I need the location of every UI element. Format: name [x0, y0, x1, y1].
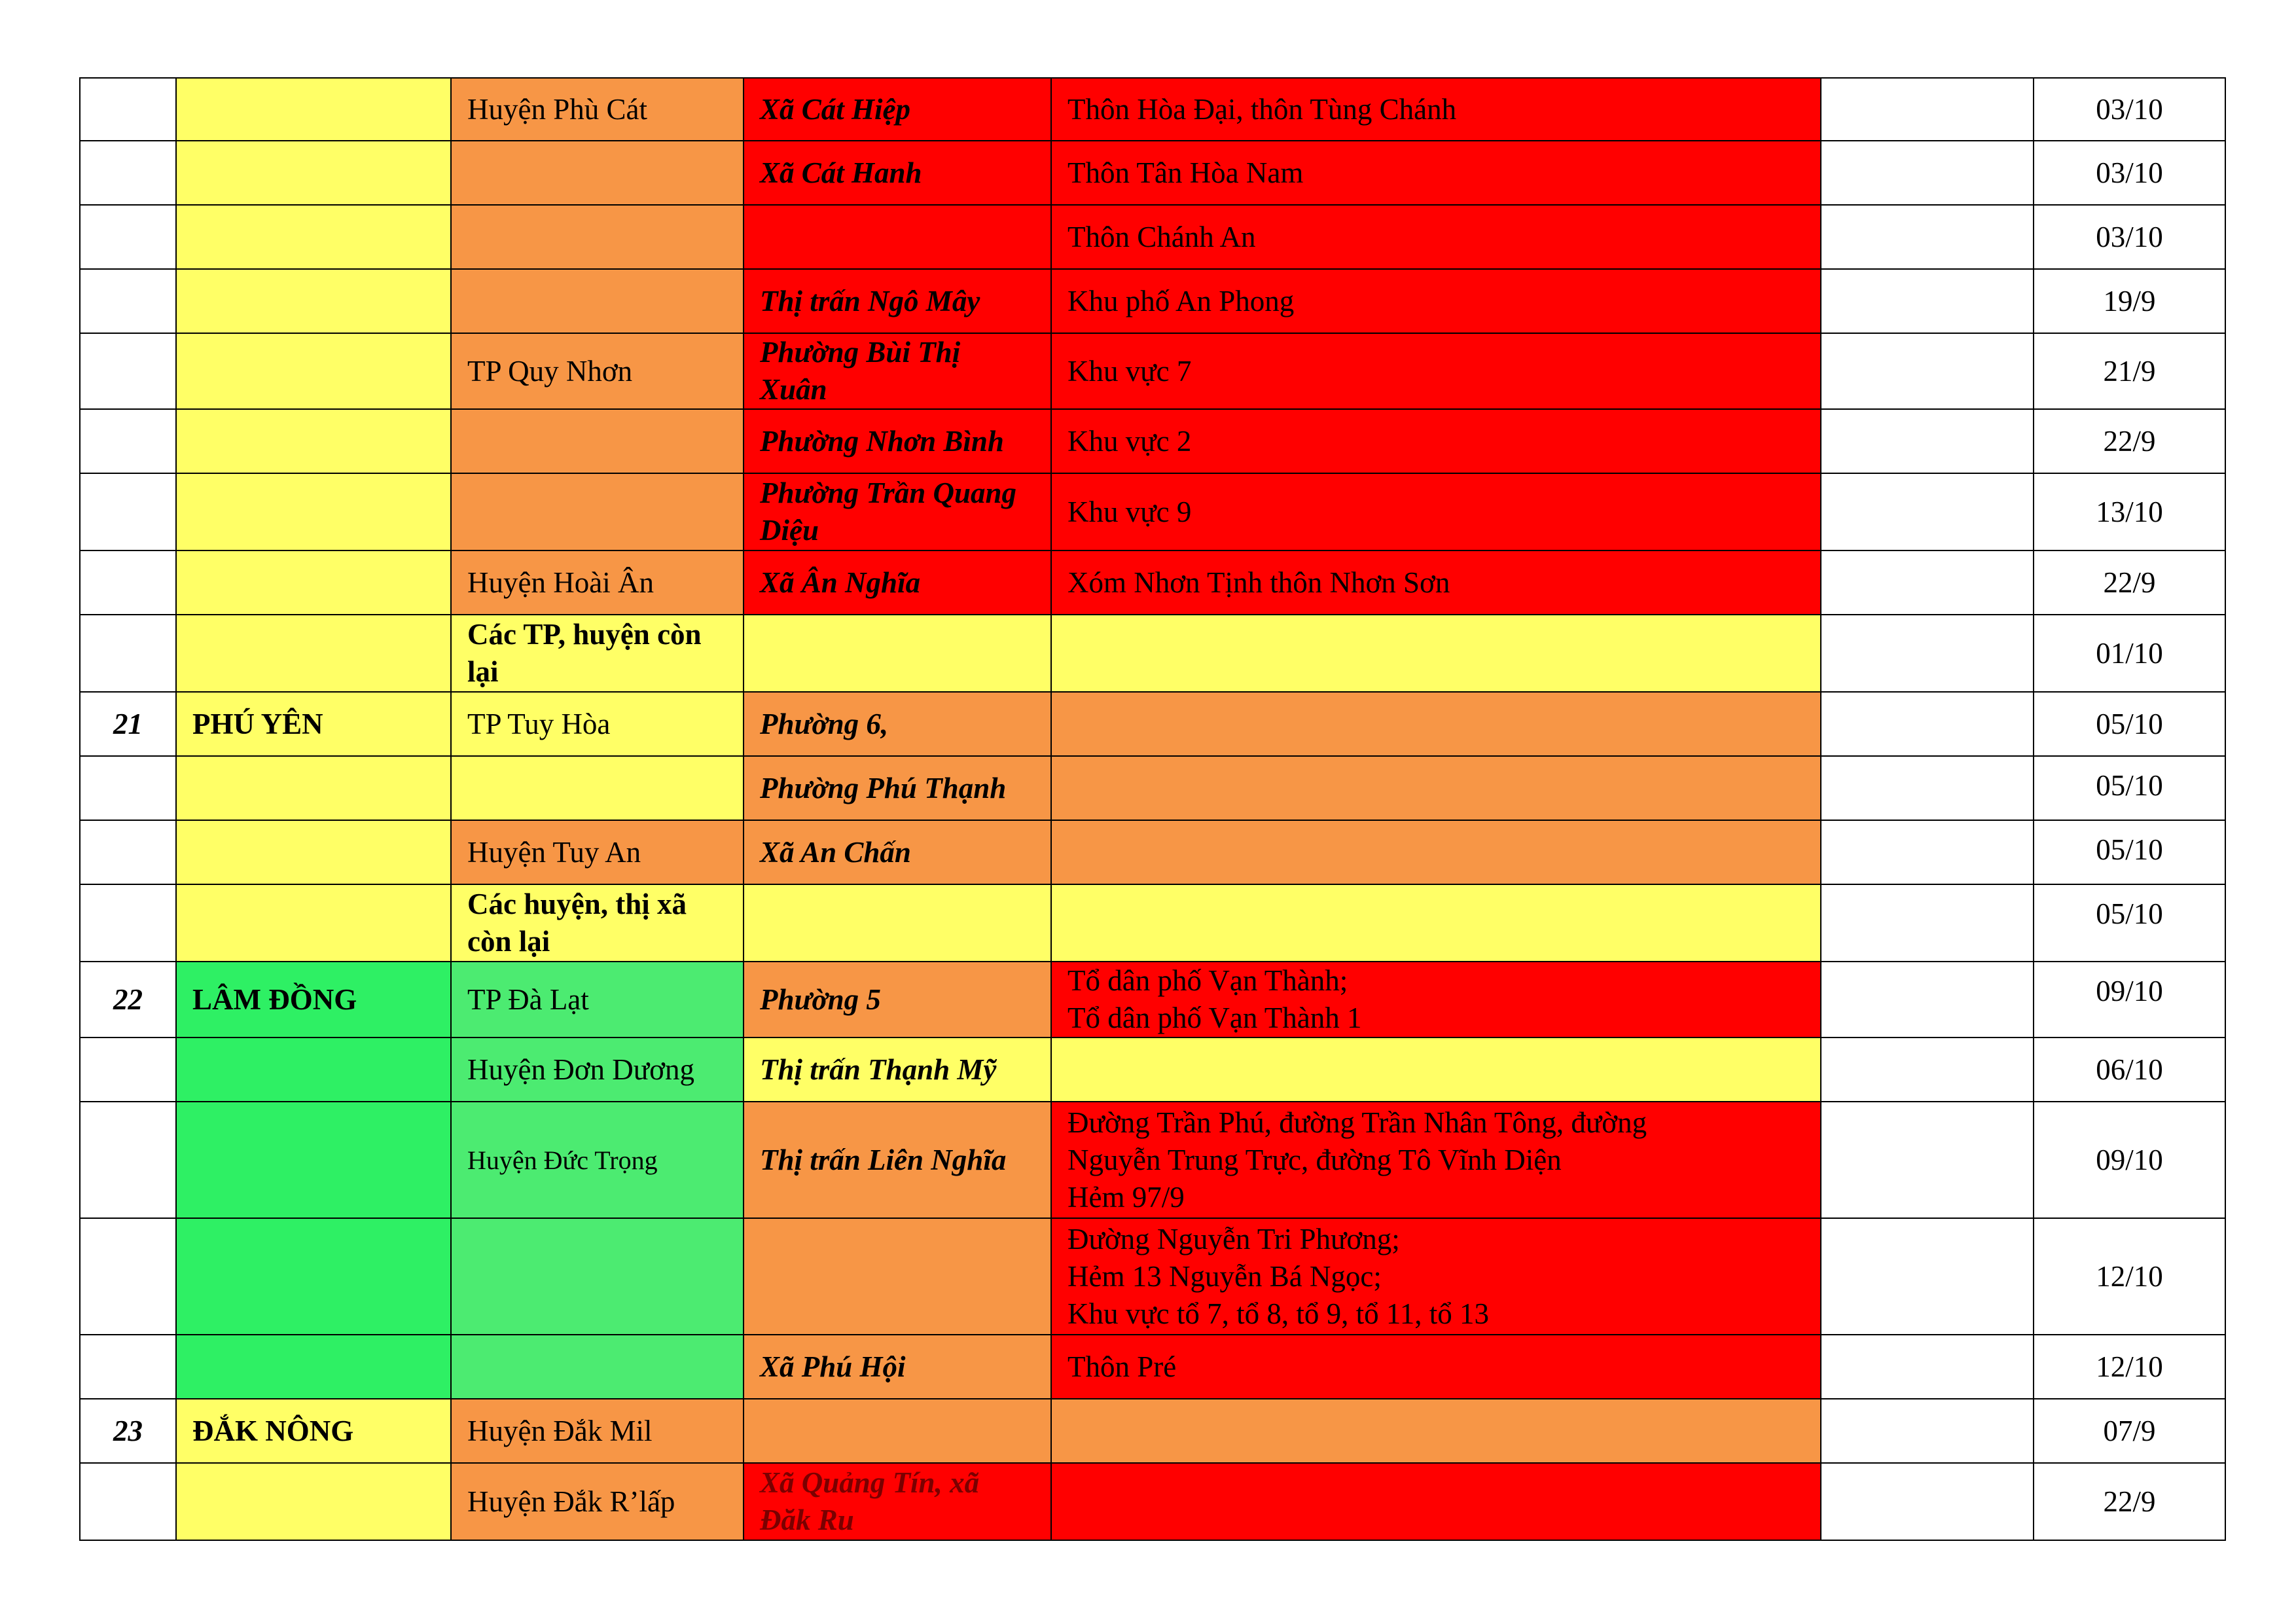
date-cell: 03/10	[2034, 141, 2225, 205]
hamlet-line: Đường Trần Phú, đường Trần Nhân Tông, đường	[1067, 1106, 1647, 1139]
province-cell: ĐẮK NÔNG	[176, 1399, 451, 1463]
hamlet-cell	[1051, 1399, 1821, 1463]
note-cell	[1821, 1218, 2034, 1335]
province-cell	[176, 884, 451, 962]
stt-cell: 23	[80, 1399, 176, 1463]
commune-cell: Thị trấn Liên Nghĩa	[744, 1102, 1051, 1218]
hamlet-cell	[1051, 692, 1821, 756]
note-cell	[1821, 1463, 2034, 1540]
commune-cell	[744, 205, 1051, 269]
commune-cell: Phường 5	[744, 962, 1051, 1038]
note-cell	[1821, 1399, 2034, 1463]
hamlet-cell	[1051, 1218, 1821, 1335]
district-cell: Huyện Đắk R’lấp	[451, 1463, 744, 1540]
stt-cell	[80, 615, 176, 692]
province-cell	[176, 615, 451, 692]
table-row	[80, 1102, 2225, 1218]
note-cell	[1821, 409, 2034, 473]
hamlet-cell	[1051, 820, 1821, 884]
province-cell	[176, 205, 451, 269]
date-cell: 22/9	[2034, 550, 2225, 615]
commune-cell: Xã Cát Hiệp	[744, 78, 1051, 141]
hamlet-line: Khu vực 2	[1067, 424, 1192, 458]
note-cell	[1821, 1335, 2034, 1399]
district-cell: Các huyện, thị xã còn lại	[451, 884, 744, 962]
note-cell	[1821, 473, 2034, 550]
hamlet-cell	[1051, 615, 1821, 692]
note-cell	[1821, 205, 2034, 269]
hamlet-cell	[1051, 333, 1821, 409]
table-row	[80, 141, 2225, 205]
table-row	[80, 820, 2225, 884]
hamlet-cell	[1051, 550, 1821, 615]
table-row	[80, 205, 2225, 269]
date-cell: 05/10	[2034, 820, 2225, 884]
district-cell	[451, 205, 744, 269]
commune-cell: Xã Cát Hanh	[744, 141, 1051, 205]
table-row	[80, 884, 2225, 962]
hamlet-cell	[1051, 473, 1821, 550]
province-cell	[176, 550, 451, 615]
hamlet-line: Tổ dân phố Vạn Thành;	[1067, 964, 1348, 997]
date-cell: 03/10	[2034, 205, 2225, 269]
hamlet-line: Khu vực 7	[1067, 354, 1192, 388]
hamlet-line: Thôn Pré	[1067, 1350, 1177, 1383]
date-cell: 05/10	[2034, 692, 2225, 756]
table-row	[80, 1218, 2225, 1335]
table-row	[80, 550, 2225, 615]
date-cell: 07/9	[2034, 1399, 2225, 1463]
province-cell	[176, 1218, 451, 1335]
hamlet-line: Hẻm 13 Nguyễn Bá Ngọc;	[1067, 1259, 1382, 1293]
hamlet-line: Thôn Tân Hòa Nam	[1067, 156, 1304, 189]
note-cell	[1821, 333, 2034, 409]
date-cell: 09/10	[2034, 962, 2225, 1038]
district-cell	[451, 269, 744, 333]
district-cell: Huyện Phù Cát	[451, 78, 744, 141]
hamlet-cell	[1051, 141, 1821, 205]
district-cell: TP Đà Lạt	[451, 962, 744, 1038]
note-cell	[1821, 269, 2034, 333]
table-row	[80, 1038, 2225, 1102]
commune-cell: Phường 6,	[744, 692, 1051, 756]
table-row	[80, 962, 2225, 1038]
hamlet-cell	[1051, 1038, 1821, 1102]
stt-cell	[80, 141, 176, 205]
note-cell	[1821, 615, 2034, 692]
district-cell: Huyện Tuy An	[451, 820, 744, 884]
table-row	[80, 1399, 2225, 1463]
commune-cell: Xã Phú Hội	[744, 1335, 1051, 1399]
note-cell	[1821, 962, 2034, 1038]
stt-cell	[80, 269, 176, 333]
district-cell: TP Quy Nhơn	[451, 333, 744, 409]
stt-cell	[80, 205, 176, 269]
district-cell: Huyện Đắk Mil	[451, 1399, 744, 1463]
province-cell	[176, 409, 451, 473]
commune-cell	[744, 615, 1051, 692]
stt-cell	[80, 820, 176, 884]
stt-cell	[80, 756, 176, 820]
note-cell	[1821, 756, 2034, 820]
hamlet-cell	[1051, 78, 1821, 141]
province-cell	[176, 269, 451, 333]
commune-cell: Phường Bùi Thị Xuân	[744, 333, 1051, 409]
date-cell: 13/10	[2034, 473, 2225, 550]
commune-cell: Phường Trần Quang Diệu	[744, 473, 1051, 550]
date-cell: 01/10	[2034, 615, 2225, 692]
table-row	[80, 692, 2225, 756]
commune-cell	[744, 884, 1051, 962]
district-cell	[451, 473, 744, 550]
commune-cell: Xã Quảng Tín, xã Đăk Ru	[744, 1463, 1051, 1540]
stt-cell	[80, 1463, 176, 1540]
hamlet-line: Khu vực tổ 7, tổ 8, tổ 9, tổ 11, tổ 13	[1067, 1297, 1489, 1330]
hamlet-line: Nguyễn Trung Trực, đường Tô Vĩnh Diện	[1067, 1143, 1562, 1176]
commune-cell: Thị trấn Thạnh Mỹ	[744, 1038, 1051, 1102]
hamlet-cell	[1051, 269, 1821, 333]
province-cell	[176, 1038, 451, 1102]
stt-cell	[80, 409, 176, 473]
province-cell	[176, 756, 451, 820]
note-cell	[1821, 141, 2034, 205]
province-cell	[176, 1335, 451, 1399]
table-row	[80, 615, 2225, 692]
note-cell	[1821, 550, 2034, 615]
hamlet-line: Đường Nguyễn Tri Phương;	[1067, 1222, 1400, 1255]
commune-cell	[744, 1218, 1051, 1335]
note-cell	[1821, 78, 2034, 141]
hamlet-cell	[1051, 756, 1821, 820]
province-cell	[176, 473, 451, 550]
province-cell	[176, 1102, 451, 1218]
note-cell	[1821, 1038, 2034, 1102]
stt-cell	[80, 473, 176, 550]
commune-cell: Phường Nhơn Bình	[744, 409, 1051, 473]
hamlet-cell	[1051, 205, 1821, 269]
stt-cell	[80, 884, 176, 962]
hamlet-line: Xóm Nhơn Tịnh thôn Nhơn Sơn	[1067, 566, 1450, 599]
hamlet-cell	[1051, 1335, 1821, 1399]
stt-cell	[80, 1038, 176, 1102]
hamlet-cell	[1051, 1102, 1821, 1218]
date-cell: 05/10	[2034, 884, 2225, 962]
district-cell	[451, 756, 744, 820]
district-cell	[451, 409, 744, 473]
date-cell: 22/9	[2034, 1463, 2225, 1540]
stt-cell: 22	[80, 962, 176, 1038]
hamlet-cell	[1051, 409, 1821, 473]
table-body	[80, 78, 2225, 1540]
province-cell	[176, 141, 451, 205]
stt-cell	[80, 1218, 176, 1335]
hamlet-line: Thôn Chánh An	[1067, 220, 1256, 253]
commune-cell	[744, 1399, 1051, 1463]
table-row	[80, 333, 2225, 409]
date-cell: 22/9	[2034, 409, 2225, 473]
date-cell: 21/9	[2034, 333, 2225, 409]
district-cell: TP Tuy Hòa	[451, 692, 744, 756]
hamlet-cell	[1051, 962, 1821, 1038]
commune-cell: Phường Phú Thạnh	[744, 756, 1051, 820]
note-cell	[1821, 884, 2034, 962]
hamlet-line: Thôn Hòa Đại, thôn Tùng Chánh	[1067, 92, 1457, 126]
table-row	[80, 409, 2225, 473]
province-cell	[176, 78, 451, 141]
hamlet-line: Hẻm 97/9	[1067, 1180, 1185, 1214]
zone-table	[79, 77, 2226, 1541]
stt-cell	[80, 1335, 176, 1399]
stt-cell	[80, 78, 176, 141]
district-cell: Các TP, huyện còn lại	[451, 615, 744, 692]
province-cell	[176, 333, 451, 409]
province-cell: LÂM ĐỒNG	[176, 962, 451, 1038]
province-cell	[176, 820, 451, 884]
stt-cell	[80, 550, 176, 615]
hamlet-line: Khu vực 9	[1067, 495, 1192, 528]
district-cell	[451, 1335, 744, 1399]
commune-cell: Xã An Chấn	[744, 820, 1051, 884]
district-cell: Huyện Đơn Dương	[451, 1038, 744, 1102]
note-cell	[1821, 1102, 2034, 1218]
commune-cell: Xã Ân Nghĩa	[744, 550, 1051, 615]
stt-cell	[80, 333, 176, 409]
province-cell: PHÚ YÊN	[176, 692, 451, 756]
date-cell: 06/10	[2034, 1038, 2225, 1102]
note-cell	[1821, 820, 2034, 884]
commune-cell: Thị trấn Ngô Mây	[744, 269, 1051, 333]
hamlet-cell	[1051, 884, 1821, 962]
stt-cell: 21	[80, 692, 176, 756]
table-row	[80, 269, 2225, 333]
district-cell: Huyện Hoài Ân	[451, 550, 744, 615]
table-row	[80, 756, 2225, 820]
table-row	[80, 1335, 2225, 1399]
district-cell: Huyện Đức Trọng	[451, 1102, 744, 1218]
date-cell: 05/10	[2034, 756, 2225, 820]
table-row	[80, 1463, 2225, 1540]
hamlet-line: Tổ dân phố Vạn Thành 1	[1067, 1001, 1362, 1034]
table-row	[80, 78, 2225, 141]
district-cell	[451, 1218, 744, 1335]
hamlet-line: Khu phố An Phong	[1067, 284, 1295, 317]
date-cell: 09/10	[2034, 1102, 2225, 1218]
province-cell	[176, 1463, 451, 1540]
date-cell: 12/10	[2034, 1335, 2225, 1399]
table-row	[80, 473, 2225, 550]
date-cell: 19/9	[2034, 269, 2225, 333]
district-cell	[451, 141, 744, 205]
hamlet-cell	[1051, 1463, 1821, 1540]
date-cell: 03/10	[2034, 78, 2225, 141]
stt-cell	[80, 1102, 176, 1218]
date-cell: 12/10	[2034, 1218, 2225, 1335]
note-cell	[1821, 692, 2034, 756]
